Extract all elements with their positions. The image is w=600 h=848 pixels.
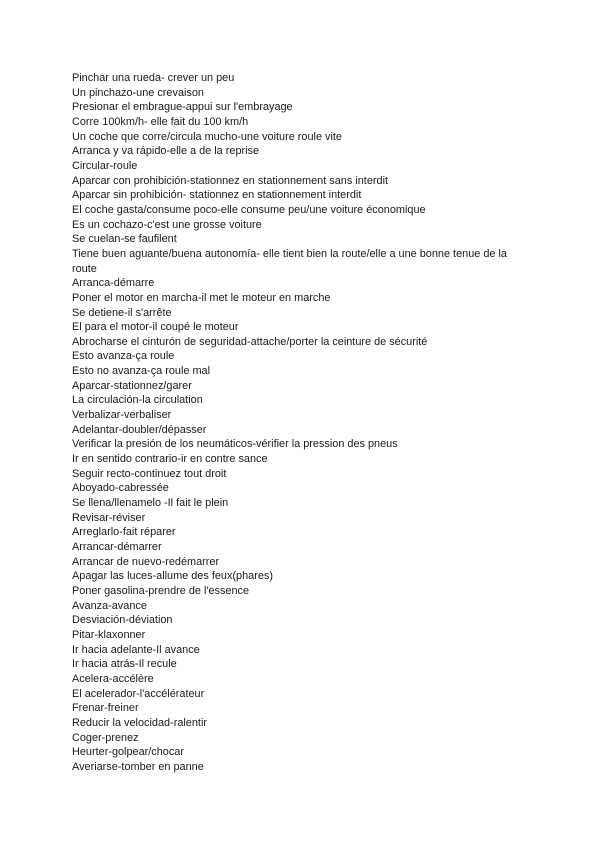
- vocabulary-line: Esto avanza-ça roule: [72, 350, 175, 363]
- vocabulary-line: Arreglarlo-fait réparer: [72, 526, 176, 539]
- vocabulary-line: Se llena/llenamelo -Il fait le plein: [72, 497, 229, 510]
- vocabulary-line: Pitar-klaxonner: [72, 628, 146, 641]
- vocabulary-line: Heurter-golpear/chocar: [72, 746, 184, 759]
- vocabulary-line: Verbalizar-verbaliser: [72, 409, 172, 422]
- vocabulary-line: El para el motor-il coupé le moteur: [72, 321, 239, 334]
- vocabulary-list: [72, 71, 532, 775]
- vocabulary-line: Arrancar de nuevo-redémarrer: [72, 555, 220, 568]
- vocabulary-line: Aboyado-cabressée: [72, 482, 169, 495]
- vocabulary-line: Seguir recto-continuez tout droit: [72, 467, 227, 480]
- vocabulary-line: La circulación-la circulation: [72, 394, 203, 407]
- vocabulary-line: Coger-prenez: [72, 731, 139, 744]
- vocabulary-line: Arranca-démarre: [72, 277, 155, 290]
- vocabulary-line: Avanza-avance: [72, 599, 147, 612]
- vocabulary-line: Se detiene-il s'arrête: [72, 306, 172, 319]
- vocabulary-line: Tiene buen aguante/buena autonomía- elle tient bien la route/elle a une bonne tenue de la route: [72, 247, 507, 275]
- vocabulary-line: Poner el motor en marcha-il met le moteur en marche: [72, 291, 331, 304]
- vocabulary-line: Reducir la velocidad-ralentir: [72, 716, 207, 729]
- vocabulary-line: Acelera-accélère: [72, 672, 154, 685]
- vocabulary-line: Apagar las luces-allume des feux(phares): [72, 570, 273, 583]
- vocabulary-line: Presionar el embrague-appui sur l'embrayage: [72, 101, 293, 114]
- vocabulary-line: Aparcar con prohibición-stationnez en stationnement sans interdit: [72, 174, 389, 187]
- vocabulary-line: Pinchar una rueda- crever un peu: [72, 72, 235, 84]
- vocabulary-line: Esto no avanza-ça roule mal: [72, 365, 211, 378]
- vocabulary-line: Aparcar-stationnez/garer: [72, 379, 192, 392]
- vocabulary-line: Averiarse-tomber en panne: [72, 760, 204, 773]
- vocabulary-line: Un pinchazo-une crevaison: [72, 86, 204, 99]
- vocabulary-line: Arranca y va rápido-elle a de la reprise: [72, 145, 260, 158]
- vocabulary-line: El coche gasta/consume poco-elle consume peu/une voiture économique: [72, 203, 426, 216]
- vocabulary-line: Corre 100km/h- elle fait du 100 km/h: [72, 115, 249, 128]
- vocabulary-line: Abrocharse el cinturón de seguridad-attache/porter la ceinture de sécurité: [72, 335, 428, 348]
- vocabulary-line: Es un cochazo-c'est une grosse voiture: [72, 218, 262, 231]
- vocabulary-line: Se cuelan-se faufilent: [72, 233, 177, 246]
- vocabulary-line: Poner gasolina-prendre de l'essence: [72, 584, 250, 597]
- vocabulary-line: Un coche que corre/circula mucho-une voiture roule vite: [72, 130, 342, 143]
- vocabulary-line: Verificar la presión de los neumáticos-vérifier la pression des pneus: [72, 438, 398, 451]
- vocabulary-line: El acelerador-l'accélérateur: [72, 687, 205, 700]
- vocabulary-line: Aparcar sin prohibición- stationnez en stationnement interdit: [72, 189, 362, 202]
- vocabulary-line: Revisar-réviser: [72, 511, 146, 524]
- vocabulary-line: Ir hacia adelante-Il avance: [72, 643, 200, 656]
- vocabulary-line: Desviación-déviation: [72, 614, 173, 627]
- vocabulary-line: Adelantar-doubler/dépasser: [72, 423, 207, 436]
- vocabulary-line: Frenar-freiner: [72, 702, 139, 715]
- vocabulary-line: Circular-roule: [72, 159, 138, 172]
- vocabulary-line: Ir hacia atrás-Il recule: [72, 658, 177, 671]
- vocabulary-line: Arrancar-démarrer: [72, 541, 162, 553]
- vocabulary-line: Ir en sentido contrario-ir en contre sance: [72, 453, 268, 466]
